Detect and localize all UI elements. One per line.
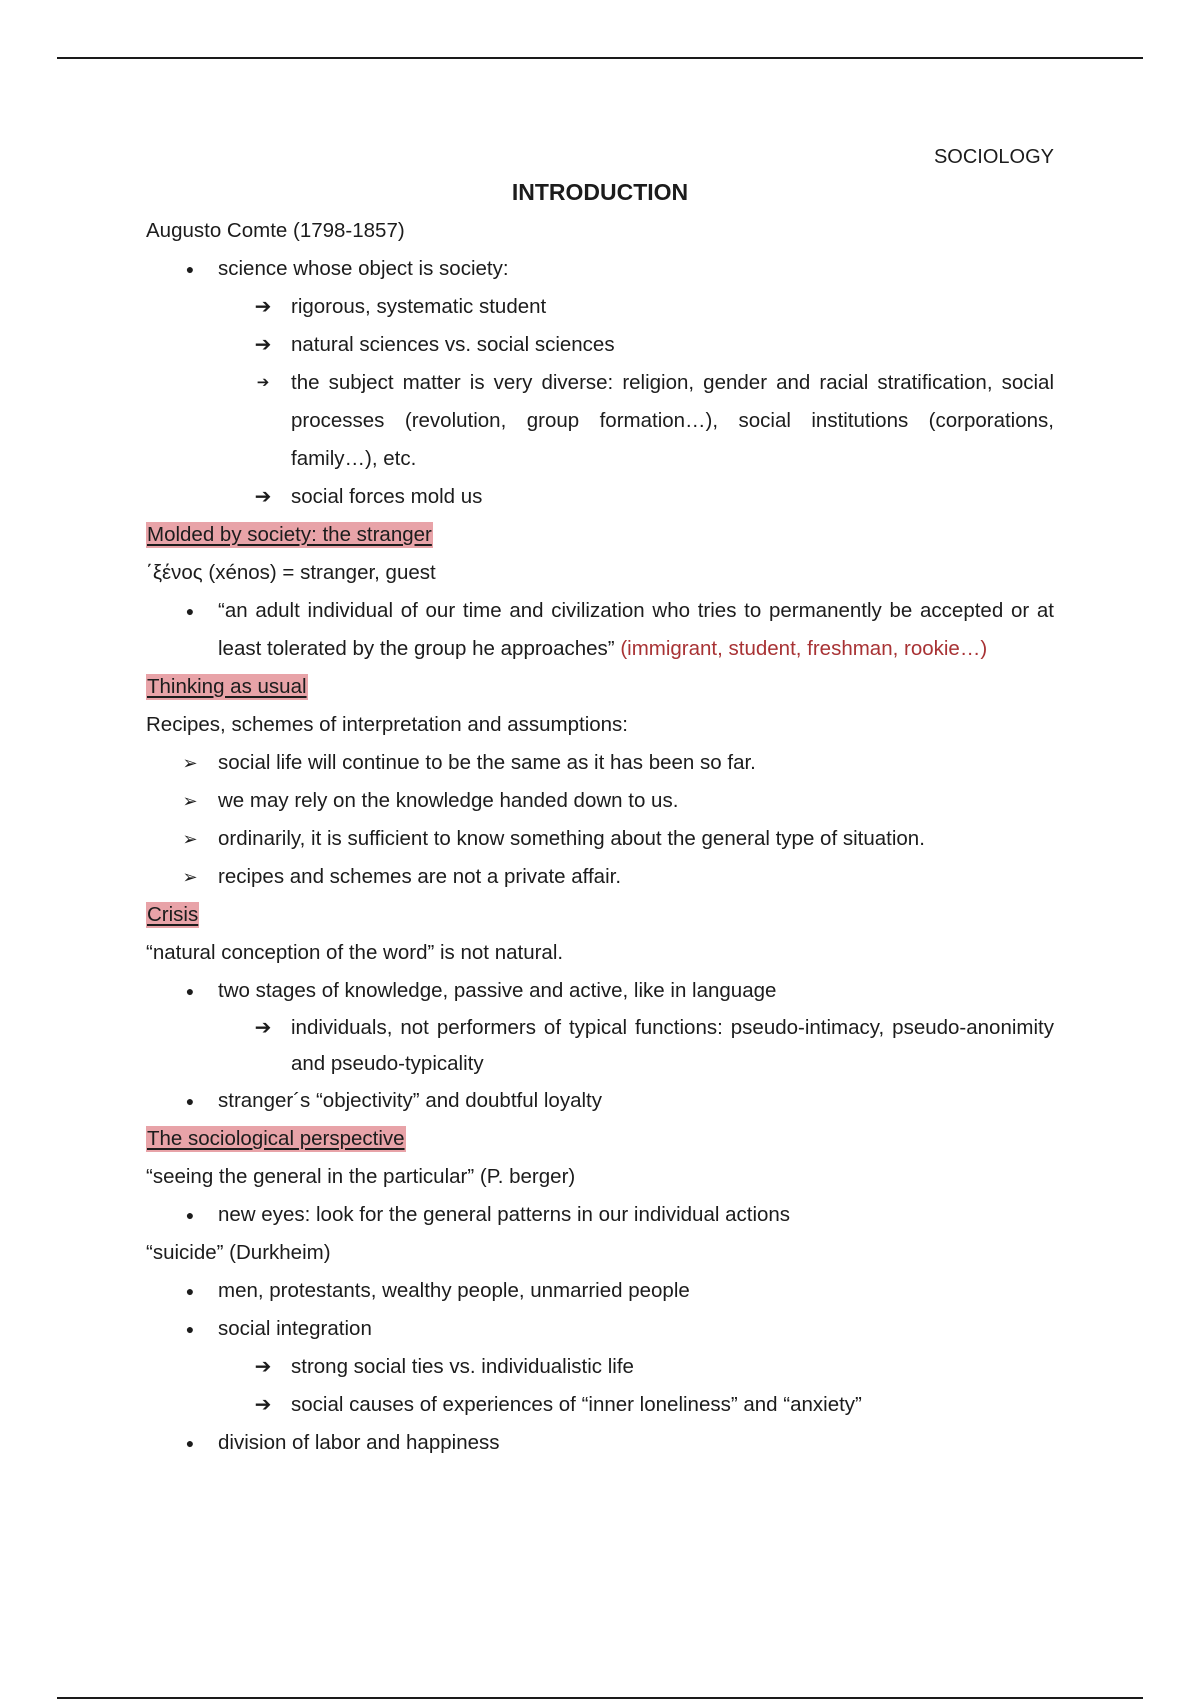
bullet-dot-icon: ● bbox=[185, 1283, 195, 1299]
crisis-list bbox=[146, 972, 1054, 1010]
section-crisis bbox=[146, 896, 1054, 934]
intro-bullet-list bbox=[146, 250, 1054, 288]
right-arrow-icon: ➔ bbox=[254, 296, 272, 318]
section-thinking bbox=[146, 668, 1054, 706]
section-heading: Crisis bbox=[147, 903, 199, 926]
bullet-dot-icon: ● bbox=[185, 1435, 195, 1451]
list-item bbox=[146, 1310, 1054, 1348]
list-item-text: new eyes: look for the general patterns in our individual actions bbox=[218, 1203, 791, 1226]
page-title: INTRODUCTION bbox=[511, 179, 689, 205]
list-item-text: natural sciences vs. social sciences bbox=[291, 333, 615, 356]
list-item-text: social integration bbox=[218, 1317, 372, 1340]
section-stranger bbox=[146, 516, 1054, 554]
chevron-arrowhead-icon: ➢ bbox=[182, 867, 198, 887]
right-arrow-icon: ➔ bbox=[254, 486, 272, 508]
bullet-dot-icon: ● bbox=[185, 983, 195, 999]
list-item-text: men, protestants, wealthy people, unmarried people bbox=[218, 1279, 690, 1302]
header-subject: SOCIOLOGY bbox=[933, 146, 1054, 168]
list-item-text: recipes and schemes are not a private affair. bbox=[218, 865, 622, 888]
crisis-arrow-list bbox=[146, 1010, 1054, 1082]
definition-line: ΄ξένος (xénos) = stranger, guest bbox=[146, 561, 436, 584]
thinking-list bbox=[146, 744, 1054, 896]
list-item bbox=[146, 1424, 1054, 1462]
chevron-arrowhead-icon: ➢ bbox=[182, 829, 198, 849]
bullet-dot-icon: ● bbox=[185, 1321, 195, 1337]
list-item-text: ordinarily, it is sufficient to know something about the general type of situation. bbox=[218, 827, 925, 850]
list-item bbox=[146, 782, 1054, 820]
integration-arrow-list bbox=[146, 1348, 1054, 1424]
list-item bbox=[146, 744, 1054, 782]
list-item-text: division of labor and happiness bbox=[218, 1431, 500, 1454]
list-item-text: science whose object is society: bbox=[218, 257, 509, 280]
list-item bbox=[146, 1010, 1054, 1082]
intro-arrow-list bbox=[146, 288, 1054, 516]
right-arrow-icon: ➔ bbox=[254, 1394, 272, 1416]
list-item-text: individuals, not performers of typical functions: pseudo-intimacy, pseudo-anonimity and pseudo-typicality bbox=[291, 1016, 1054, 1075]
list-item-text: strong social ties vs. individualistic life bbox=[291, 1355, 634, 1378]
list-item bbox=[146, 364, 1054, 478]
author-line: Augusto Comte (1798-1857) bbox=[146, 219, 405, 242]
section-perspective bbox=[146, 1120, 1054, 1158]
list-item bbox=[146, 858, 1054, 896]
section-heading: Molded by society: the stranger bbox=[147, 523, 432, 546]
right-arrow-icon: ➔ bbox=[254, 1017, 272, 1039]
list-item-text: two stages of knowledge, passive and active, like in language bbox=[218, 979, 777, 1002]
section-heading: The sociological perspective bbox=[147, 1127, 405, 1150]
right-arrow-icon: ➔ bbox=[254, 1356, 272, 1378]
list-item bbox=[146, 592, 1054, 668]
chevron-arrowhead-icon: ➢ bbox=[182, 753, 198, 773]
list-item-text: social forces mold us bbox=[291, 485, 483, 508]
list-item-text: social causes of experiences of “inner loneliness” and “anxiety” bbox=[291, 1393, 862, 1416]
top-rule bbox=[57, 57, 1143, 59]
list-item bbox=[146, 288, 1054, 326]
stranger-bullet-list bbox=[146, 592, 1054, 668]
right-arrow-icon: ➔ bbox=[254, 334, 272, 356]
bullet-dot-icon: ● bbox=[185, 603, 195, 619]
list-item bbox=[146, 478, 1054, 516]
section-heading: Thinking as usual bbox=[147, 675, 307, 698]
crisis-list-2 bbox=[146, 1082, 1054, 1120]
bullet-dot-icon: ● bbox=[185, 1093, 195, 1109]
list-item-text: we may rely on the knowledge handed down to us. bbox=[218, 789, 679, 812]
list-item bbox=[146, 1272, 1054, 1310]
right-arrow-icon: ➔ bbox=[256, 374, 270, 391]
list-item bbox=[146, 820, 1054, 858]
list-item-text: rigorous, systematic student bbox=[291, 295, 547, 318]
suicide-list bbox=[146, 1272, 1054, 1348]
list-item-text: the subject matter is very diverse: religion, gender and racial stratification, social processes (revolution, group formation…), social institutions (corporations, family…), etc. bbox=[291, 371, 1054, 470]
perspective-list bbox=[146, 1196, 1054, 1234]
list-item bbox=[146, 1196, 1054, 1234]
list-item bbox=[146, 1082, 1054, 1120]
bullet-dot-icon: ● bbox=[185, 1207, 195, 1223]
list-item bbox=[146, 1348, 1054, 1386]
document-page bbox=[146, 140, 1054, 1462]
suicide-line: “suicide” (Durkheim) bbox=[146, 1241, 331, 1264]
chevron-arrowhead-icon: ➢ bbox=[182, 791, 198, 811]
list-item bbox=[146, 972, 1054, 1010]
final-list bbox=[146, 1424, 1054, 1462]
list-item bbox=[146, 1386, 1054, 1424]
list-item-text: social life will continue to be the same as it has been so far. bbox=[218, 751, 756, 774]
lead-line: “natural conception of the word” is not natural. bbox=[146, 941, 564, 964]
bullet-dot-icon: ● bbox=[185, 261, 195, 277]
lead-line: Recipes, schemes of interpretation and assumptions: bbox=[146, 713, 629, 736]
list-item-text: stranger´s “objectivity” and doubtful loyalty bbox=[218, 1089, 602, 1112]
bottom-rule bbox=[57, 1697, 1143, 1699]
list-item bbox=[146, 326, 1054, 364]
list-item bbox=[146, 250, 1054, 288]
quote-text: “an adult individual of our time and civilization who tries to permanently be accepted or at least tolerated by the group he approaches” bbox=[218, 599, 1054, 660]
examples-text: (immigrant, student, freshman, rookie…) bbox=[620, 637, 988, 660]
lead-line: “seeing the general in the particular” (P. berger) bbox=[146, 1165, 576, 1188]
